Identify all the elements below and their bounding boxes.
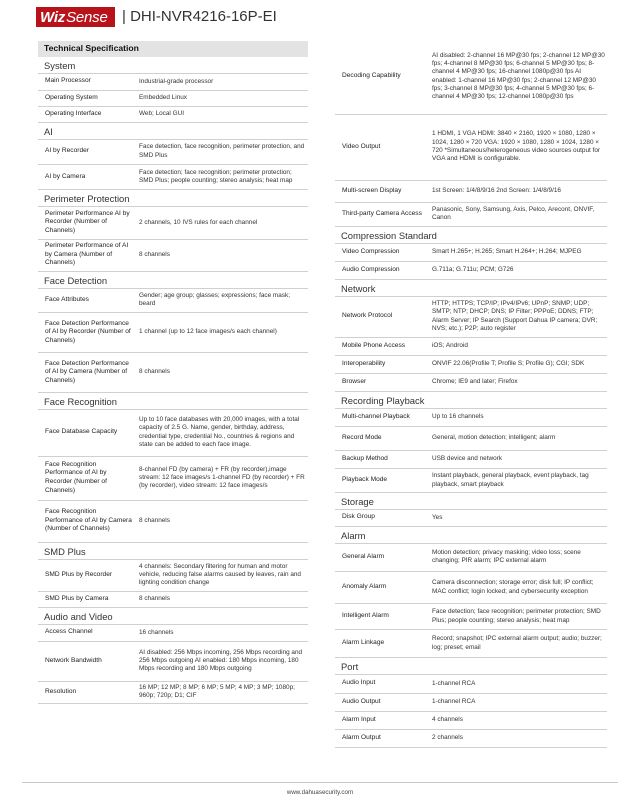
spec-table bbox=[38, 207, 308, 272]
spec-row bbox=[38, 625, 308, 641]
spec-label: Audio Input bbox=[335, 675, 428, 693]
section-heading-recording-playback: Recording Playback bbox=[335, 392, 607, 409]
spec-row bbox=[38, 456, 308, 500]
spec-label: Playback Mode bbox=[335, 469, 428, 493]
spec-value: Record; snapshot; IPC external alarm output; audio; buzzer; log; preset; email bbox=[428, 630, 607, 658]
spec-row bbox=[335, 572, 607, 604]
spec-row bbox=[38, 90, 308, 106]
spec-value: 1 channel (up to 12 face images/s each channel) bbox=[135, 313, 308, 353]
right-spec-column bbox=[335, 40, 607, 748]
spec-row bbox=[38, 500, 308, 542]
spec-label: Anomaly Alarm bbox=[335, 572, 428, 604]
spec-row bbox=[335, 469, 607, 493]
spec-title: Technical Specification bbox=[38, 41, 308, 57]
spec-value: Up to 16 channels bbox=[428, 409, 607, 427]
spec-value: iOS; Android bbox=[428, 337, 607, 355]
spec-label: Network Bandwidth bbox=[38, 641, 135, 681]
spec-row bbox=[38, 592, 308, 608]
spec-row bbox=[38, 140, 308, 165]
spec-value: Face detection; face recognition; perimeter protection; SMD Plus; people counting; stereo analysis; heat map bbox=[428, 604, 607, 630]
spec-label: Face Recognition Performance of AI by Camera (Number of Channels) bbox=[38, 500, 135, 542]
spec-table bbox=[335, 510, 607, 527]
spec-value: Web; Local GUI bbox=[135, 106, 308, 122]
spec-label: Multi-channel Playback bbox=[335, 409, 428, 427]
section-heading-storage: Storage bbox=[335, 493, 607, 510]
spec-value: 1-channel RCA bbox=[428, 675, 607, 693]
spec-row bbox=[38, 165, 308, 190]
spec-table bbox=[335, 40, 607, 227]
spec-label: General Alarm bbox=[335, 544, 428, 572]
spec-label: Operating Interface bbox=[38, 106, 135, 122]
spec-label: Perimeter Performance AI by Recorder (Number of Channels) bbox=[38, 207, 135, 239]
spec-value: Instant playback, general playback, event playback, tag playback, smart playback bbox=[428, 469, 607, 493]
spec-value: 1-channel RCA bbox=[428, 693, 607, 711]
spec-table bbox=[38, 74, 308, 123]
spec-label: Intelligent Alarm bbox=[335, 604, 428, 630]
spec-table bbox=[335, 297, 607, 392]
spec-row bbox=[335, 180, 607, 202]
brand-sense: Sense bbox=[66, 8, 108, 26]
spec-table bbox=[38, 410, 308, 543]
spec-value: 4 channels: Secondary filtering for human and motor vehicle, reducing false alarms caused by leaves, rain and lighting condition change bbox=[135, 560, 308, 592]
spec-row bbox=[38, 289, 308, 313]
spec-label: AI by Recorder bbox=[38, 140, 135, 165]
spec-value: Smart H.265+; H.265; Smart H.264+; H.264; MJPEG bbox=[428, 244, 607, 262]
spec-row bbox=[335, 244, 607, 262]
spec-label: Backup Method bbox=[335, 451, 428, 469]
spec-value: Chrome; IE9 and later; Firefox bbox=[428, 373, 607, 391]
spec-value: 16 channels bbox=[135, 625, 308, 641]
spec-value: 8-channel FD (by camera) + FR (by recorder),image stream: 12 face images/s 1-channel FD (by recorder) + FR (by recorder), video stream: 12 face images/s bbox=[135, 456, 308, 500]
spec-row bbox=[38, 313, 308, 353]
spec-value: Yes bbox=[428, 510, 607, 526]
spec-label: Record Mode bbox=[335, 427, 428, 451]
spec-value: 8 channels bbox=[135, 353, 308, 393]
spec-value: Gender; age group; glasses; expressions; face mask; beard bbox=[135, 289, 308, 313]
footer-url: www.dahuasecurity.com bbox=[286, 789, 354, 796]
spec-value: Face detection; face recognition; perimeter protection; SMD Plus; people counting; stereo analysis; heat map bbox=[135, 165, 308, 190]
spec-value: ONVIF 22.06(Profile T; Profile S; Profile G); CGI; SDK bbox=[428, 355, 607, 373]
spec-table bbox=[335, 544, 607, 659]
spec-value: Motion detection; privacy masking; video loss; scene changing; PIR alarm; IPC external alarm bbox=[428, 544, 607, 572]
spec-label: Audio Compression bbox=[335, 262, 428, 280]
spec-row bbox=[335, 409, 607, 427]
spec-row bbox=[335, 451, 607, 469]
spec-row bbox=[335, 630, 607, 658]
spec-value: General, motion detection; intelligent; alarm bbox=[428, 427, 607, 451]
section-heading-face-detection: Face Detection bbox=[38, 272, 308, 289]
spec-label: Face Detection Performance of AI by Recorder (Number of Channels) bbox=[38, 313, 135, 353]
spec-row bbox=[335, 262, 607, 280]
spec-label: Network Protocol bbox=[335, 297, 428, 337]
spec-label: Face Attributes bbox=[38, 289, 135, 313]
spec-row bbox=[335, 373, 607, 391]
spec-label: Alarm Linkage bbox=[335, 630, 428, 658]
spec-table bbox=[38, 625, 308, 704]
spec-value: HTTP; HTTPS; TCP/IP; IPv4/IPv6; UPnP; SNMP; UDP; SMTP; NTP; DHCP; DNS; IP Filter; PPPoE; DDNS; FTP; Alarm Server; IP Search (Support Dahua IP camera; DVR; NVS; etc.); P2P; auto register bbox=[428, 297, 607, 337]
spec-value: AI disabled: 2-channel 16 MP@30 fps; 2-channel 12 MP@30 fps; 4-channel 8 MP@30 fps; 6-channel 5 MP@30 fps; 8-channel 4 MP@30 fps; 16-channel 1080p@30 fps AI enabled: 1-channel 16 MP@30 fps; 2-channel 12 MP@30 fps; 3-channel 8 MP@30 fps; 4-channel 5 MP@30 fps; 6-channel 4 MP@30 fps; 12-channel 1080p@30 fps bbox=[428, 40, 607, 114]
section-heading-audio-and-video: Audio and Video bbox=[38, 608, 308, 625]
spec-row bbox=[335, 114, 607, 180]
spec-row bbox=[335, 337, 607, 355]
spec-label: SMD Plus by Camera bbox=[38, 592, 135, 608]
spec-label: Interoperability bbox=[335, 355, 428, 373]
spec-row bbox=[335, 711, 607, 729]
left-spec-column bbox=[38, 40, 308, 704]
spec-label: Multi-screen Display bbox=[335, 180, 428, 202]
spec-row bbox=[335, 510, 607, 526]
spec-row bbox=[38, 641, 308, 681]
section-heading-system: System bbox=[38, 57, 308, 74]
spec-table bbox=[38, 560, 308, 609]
spec-row bbox=[335, 729, 607, 747]
spec-value: 8 channels bbox=[135, 592, 308, 608]
spec-value: 8 channels bbox=[135, 239, 308, 271]
spec-label: Third-party Camera Access bbox=[335, 202, 428, 226]
spec-row bbox=[335, 202, 607, 226]
spec-value: 2 channels, 10 IVS rules for each channel bbox=[135, 207, 308, 239]
spec-row bbox=[38, 74, 308, 90]
spec-value: 2 channels bbox=[428, 729, 607, 747]
spec-row bbox=[38, 410, 308, 456]
spec-label: Browser bbox=[335, 373, 428, 391]
section-heading-port: Port bbox=[335, 658, 607, 675]
spec-value: 4 channels bbox=[428, 711, 607, 729]
spec-label: Face Database Capacity bbox=[38, 410, 135, 456]
spec-table bbox=[38, 289, 308, 394]
spec-label: Disk Group bbox=[335, 510, 428, 526]
spec-label: Audio Output bbox=[335, 693, 428, 711]
section-heading-perimeter-protection: Perimeter Protection bbox=[38, 190, 308, 207]
spec-label: Access Channel bbox=[38, 625, 135, 641]
spec-label: Alarm Input bbox=[335, 711, 428, 729]
spec-row bbox=[335, 675, 607, 693]
spec-row bbox=[335, 693, 607, 711]
model-number: DHI-NVR4216-16P-EI bbox=[130, 8, 277, 25]
section-heading-alarm: Alarm bbox=[335, 527, 607, 544]
spec-row bbox=[335, 297, 607, 337]
spec-value: Face detection, face recognition, perimeter protection, and SMD Plus bbox=[135, 140, 308, 165]
spec-value: 1 HDMI, 1 VGA HDMI: 3840 × 2160, 1920 × 1080, 1280 × 1024, 1280 × 720 VGA: 1920 × 1080, 1280 × 1024, 1280 × 720 *Simultaneous/heterogeneous video sources output for VGA and HDMI is configurable. bbox=[428, 114, 607, 180]
spec-row bbox=[335, 427, 607, 451]
spec-value: 8 channels bbox=[135, 500, 308, 542]
spec-label: Decoding Capability bbox=[335, 40, 428, 114]
spec-row bbox=[335, 544, 607, 572]
spec-label: Face Detection Performance of AI by Camera (Number of Channels) bbox=[38, 353, 135, 393]
spec-value: AI disabled: 256 Mbps incoming, 256 Mbps recording and 256 Mbps outgoing AI enabled: 180 Mbps incoming, 180 Mbps recording and 180 Mbps outgoing bbox=[135, 641, 308, 681]
section-heading-ai: AI bbox=[38, 123, 308, 140]
spec-value: Industrial-grade processor bbox=[135, 74, 308, 90]
spec-value: Up to 10 face databases with 20,000 images, with a total capacity of 2.5 G. Name, gender, birthday, address, credential type, credential No., countries & regions and state can be added to each face image. bbox=[135, 410, 308, 456]
wizsense-logo bbox=[36, 7, 115, 27]
spec-row bbox=[38, 106, 308, 122]
spec-label: Alarm Output bbox=[335, 729, 428, 747]
spec-label: SMD Plus by Recorder bbox=[38, 560, 135, 592]
spec-value: USB device and network bbox=[428, 451, 607, 469]
spec-row bbox=[38, 681, 308, 703]
spec-value: G.711a; G.711u; PCM; G726 bbox=[428, 262, 607, 280]
spec-row bbox=[38, 560, 308, 592]
spec-label: Face Recognition Performance of AI by Recorder (Number of Channels) bbox=[38, 456, 135, 500]
spec-label: Mobile Phone Access bbox=[335, 337, 428, 355]
spec-label: Video Compression bbox=[335, 244, 428, 262]
footer bbox=[22, 782, 618, 796]
spec-row bbox=[38, 207, 308, 239]
spec-row bbox=[38, 239, 308, 271]
spec-value: 16 MP; 12 MP; 8 MP; 6 MP; 5 MP; 4 MP; 3 MP; 1080p; 960p; 720p; D1; CIF bbox=[135, 681, 308, 703]
spec-value: Panasonic, Sony, Samsung, Axis, Pelco, Arecont, ONVIF, Canon bbox=[428, 202, 607, 226]
spec-row bbox=[335, 604, 607, 630]
spec-value: 1st Screen: 1/4/8/9/16 2nd Screen: 1/4/8/9/16 bbox=[428, 180, 607, 202]
brand-wiz: Wiz bbox=[40, 8, 66, 26]
spec-value: Embedded Linux bbox=[135, 90, 308, 106]
model-title bbox=[122, 8, 277, 25]
title-separator: | bbox=[122, 8, 126, 25]
spec-label: Video Output bbox=[335, 114, 428, 180]
spec-row bbox=[335, 355, 607, 373]
spec-row bbox=[335, 40, 607, 114]
spec-label: Resolution bbox=[38, 681, 135, 703]
section-heading-network: Network bbox=[335, 280, 607, 297]
spec-label: AI by Camera bbox=[38, 165, 135, 190]
section-heading-compression-standard: Compression Standard bbox=[335, 227, 607, 244]
header bbox=[0, 0, 640, 34]
spec-row bbox=[38, 353, 308, 393]
spec-table bbox=[335, 675, 607, 748]
spec-label: Perimeter Performance of AI by Camera (Number of Channels) bbox=[38, 239, 135, 271]
spec-label: Main Processor bbox=[38, 74, 135, 90]
spec-table bbox=[335, 409, 607, 494]
spec-value: Camera disconnection; storage error; disk full; IP conflict; MAC conflict; login locked; and cybersecurity exception bbox=[428, 572, 607, 604]
spec-label: Operating System bbox=[38, 90, 135, 106]
spec-table bbox=[38, 140, 308, 191]
section-heading-face-recognition: Face Recognition bbox=[38, 393, 308, 410]
spec-table bbox=[335, 244, 607, 281]
section-heading-smd-plus: SMD Plus bbox=[38, 543, 308, 560]
